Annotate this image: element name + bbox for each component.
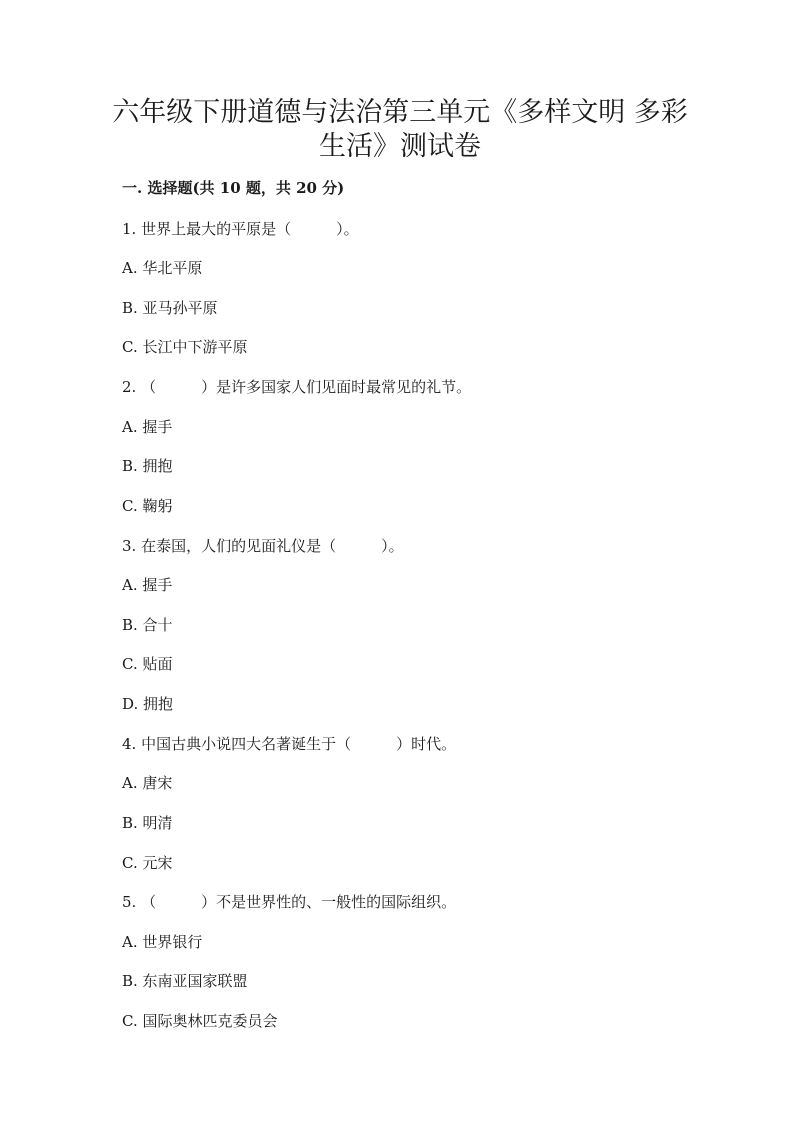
question-4-stem: 4. 中国古典小说四大名著诞生于（ ）时代。 (122, 735, 457, 753)
question-2-option-b: B. 拥抱 (122, 457, 173, 475)
question-5-option-c: C. 国际奥林匹克委员会 (122, 1012, 278, 1030)
question-4-option-c: C. 元宋 (122, 854, 173, 872)
question-5-option-a: A. 世界银行 (122, 933, 203, 951)
question-2-option-a: A. 握手 (122, 418, 173, 436)
question-1-option-b: B. 亚马孙平原 (122, 299, 218, 317)
question-1-option-a: A. 华北平原 (122, 259, 203, 277)
question-1-option-c: C. 长江中下游平原 (122, 338, 248, 356)
question-5-option-b: B. 东南亚国家联盟 (122, 972, 248, 990)
question-2-option-c: C. 鞠躬 (122, 497, 173, 515)
question-5-stem: 5. （ ）不是世界性的、一般性的国际组织。 (122, 893, 457, 911)
section-heading: 一. 选择题(共 10 题，共 20 分) (122, 179, 345, 197)
question-3-option-d: D. 拥抱 (122, 695, 174, 713)
question-3-option-a: A. 握手 (122, 576, 173, 594)
question-3-stem: 3. 在泰国，人们的见面礼仪是（ ）。 (122, 537, 404, 555)
question-2-stem: 2. （ ）是许多国家人们见面时最常见的礼节。 (122, 378, 472, 396)
question-3-option-b: B. 合十 (122, 616, 173, 634)
question-1-stem: 1. 世界上最大的平原是（ ）。 (122, 220, 359, 238)
question-3-option-c: C. 贴面 (122, 655, 173, 673)
question-4-option-a: A. 唐宋 (122, 774, 173, 792)
document-title: 六年级下册道德与法治第三单元《多样文明 多彩生活》测试卷 (112, 97, 688, 162)
question-4-option-b: B. 明清 (122, 814, 173, 832)
